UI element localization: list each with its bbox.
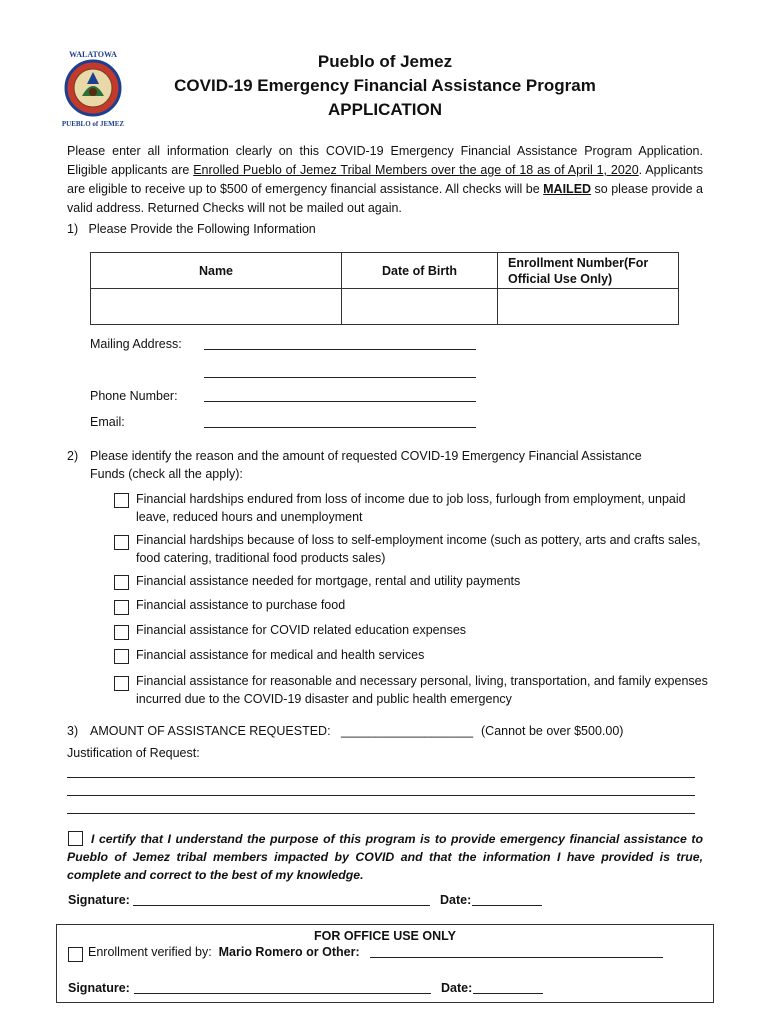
justification-line-1[interactable] xyxy=(67,767,695,778)
phone-number-line[interactable] xyxy=(204,388,476,402)
dob-field[interactable] xyxy=(342,289,498,325)
mailing-address-label: Mailing Address: xyxy=(90,337,182,351)
email-line[interactable] xyxy=(204,414,476,428)
section-1-title: Please Provide the Following Information xyxy=(88,222,316,236)
office-date-line[interactable] xyxy=(473,980,543,994)
office-signature-label: Signature: xyxy=(68,981,130,995)
reason-option-2: Financial hardships because of loss to self-employment income (such as pottery, arts and crafts sales, food catering, traditional food products sales) xyxy=(136,533,701,565)
justification-line-3[interactable] xyxy=(67,803,695,814)
reason-checkbox-7[interactable] xyxy=(114,676,129,691)
reason-option-1: Financial hardships endured from loss of income due to job loss, furlough from employment, unpaid leave, reduced hours and unemployment xyxy=(136,492,686,524)
intro-text-3: so please provide a valid address. Returned Checks will not be mailed out again. xyxy=(67,182,703,215)
section-2-heading xyxy=(67,447,707,483)
justification-label: Justification of Request: xyxy=(67,746,200,760)
pueblo-seal-logo xyxy=(58,48,128,128)
applicant-info-table xyxy=(90,252,679,325)
section-3-number: 3) xyxy=(67,724,79,738)
mailing-address-line-2[interactable] xyxy=(204,364,476,378)
logo-bottom-text: PUEBLO of JEMEZ xyxy=(61,120,125,128)
reason-checkbox-2[interactable] xyxy=(114,535,129,550)
intro-paragraph xyxy=(67,142,703,218)
enrollment-verified-line[interactable] xyxy=(370,943,663,958)
reason-checkbox-1[interactable] xyxy=(114,493,129,508)
mailed-text: MAILED xyxy=(543,182,592,196)
certify-text: I certify that I understand the purpose of this program is to provide emergency financial assistance to Pueblo of Jemez tribal members impacted by COVID and that the information I have provided is true, complete and correct to the best of my knowledge. xyxy=(67,832,703,882)
col-name-header: Name xyxy=(91,253,342,289)
program-title: COVID-19 Emergency Financial Assistance Program xyxy=(174,76,596,95)
intro-text-2: . Applicants are eligible to receive up to $500 of emergency financial assistance. All checks will be xyxy=(67,163,703,196)
reason-option-3: Financial assistance needed for mortgage, rental and utility payments xyxy=(136,574,521,588)
office-use-box xyxy=(56,924,714,1003)
enrollment-verified-row xyxy=(88,945,360,959)
reason-checkbox-4[interactable] xyxy=(114,600,129,615)
reason-option-7: Financial assistance for reasonable and necessary personal, living, transportation, and family expenses incurred due to the COVID-19 disaster and public health emergency xyxy=(136,674,708,706)
enrollment-field[interactable] xyxy=(498,289,679,325)
section-1-heading xyxy=(67,220,316,238)
amount-label: AMOUNT OF ASSISTANCE REQUESTED: xyxy=(90,724,331,738)
enrollment-verifier-names: Mario Romero or Other: xyxy=(218,945,360,959)
signature-line[interactable] xyxy=(133,892,430,906)
reason-option-6: Financial assistance for medical and health services xyxy=(136,648,425,662)
section-2-title: Please identify the reason and the amount of requested COVID-19 Emergency Financial Assistance Funds (check all the apply): xyxy=(90,449,642,481)
reason-option-5: Financial assistance for COVID related education expenses xyxy=(136,623,467,637)
section-1-number: 1) xyxy=(67,222,79,236)
reason-option-4: Financial assistance to purchase food xyxy=(136,598,346,612)
doc-type-title: APPLICATION xyxy=(328,100,442,119)
signature-label: Signature: xyxy=(68,893,130,907)
email-label: Email: xyxy=(90,415,125,429)
office-date-label: Date: xyxy=(441,981,473,995)
enrollment-verified-label: Enrollment verified by: xyxy=(88,945,212,959)
logo-top-text: WALATOWA xyxy=(69,50,117,59)
date-label: Date: xyxy=(440,893,472,907)
certify-statement xyxy=(67,830,703,884)
col-enrollment-header: Enrollment Number(For Official Use Only) xyxy=(498,253,679,289)
org-title: Pueblo of Jemez xyxy=(317,52,453,71)
enrollment-verified-checkbox[interactable] xyxy=(68,947,83,962)
reason-checkbox-3[interactable] xyxy=(114,575,129,590)
date-line[interactable] xyxy=(472,892,542,906)
intro-text-1: Please enter all information clearly on this COVID-19 Emergency Financial Assistance Program Application. Eligible applicants are xyxy=(67,144,703,177)
mailing-address-line-1[interactable] xyxy=(204,336,476,350)
amount-note: (Cannot be over $500.00) xyxy=(481,724,624,738)
name-field[interactable] xyxy=(91,289,342,325)
col-dob-header: Date of Birth xyxy=(342,253,498,289)
reason-checkbox-6[interactable] xyxy=(114,649,129,664)
office-use-title: FOR OFFICE USE ONLY xyxy=(314,929,456,943)
amount-field[interactable]: ___________________ xyxy=(341,724,474,738)
reason-checkbox-5[interactable] xyxy=(114,625,129,640)
office-signature-line[interactable] xyxy=(134,980,431,994)
phone-number-label: Phone Number: xyxy=(90,389,178,403)
section-2-number: 2) xyxy=(67,449,79,463)
justification-line-2[interactable] xyxy=(67,785,695,796)
eligibility-text: Enrolled Pueblo of Jemez Tribal Members over the age of 18 as of April 1, 2020 xyxy=(193,163,639,177)
